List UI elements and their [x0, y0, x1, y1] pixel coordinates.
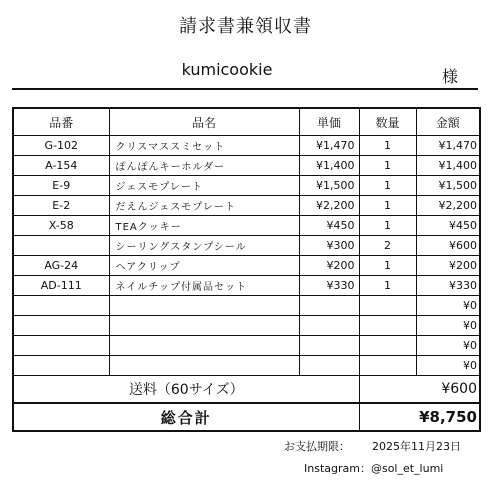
item-qty: 1 [359, 136, 416, 156]
item-qty: 1 [359, 276, 416, 296]
item-name: シーリングスタンプシール [109, 236, 299, 256]
item-qty: 1 [359, 156, 416, 176]
item-name: ジェスモプレート [109, 176, 299, 196]
item-price [299, 336, 359, 356]
table-row [13, 296, 480, 316]
item-name [109, 356, 299, 376]
table-row [13, 216, 480, 236]
honorific: 様 [441, 67, 458, 86]
total-label: 総合計 [13, 403, 359, 431]
item-qty: 1 [359, 216, 416, 236]
invoice-table [12, 107, 481, 432]
shipping-row [13, 376, 480, 404]
item-amount: ¥0 [416, 336, 480, 356]
item-name: TEAクッキー [109, 216, 299, 236]
item-code: E-9 [13, 176, 109, 196]
item-name: ぽんぽんキーホルダー [109, 156, 299, 176]
table-row [13, 356, 480, 376]
item-code: AG-24 [13, 256, 109, 276]
table-row [13, 276, 480, 296]
item-amount: ¥450 [416, 216, 480, 236]
item-amount: ¥2,200 [416, 196, 480, 216]
shipping-amount: ¥600 [359, 376, 480, 404]
item-qty: 1 [359, 196, 416, 216]
item-amount: ¥0 [416, 296, 480, 316]
item-code [13, 356, 109, 376]
item-amount: ¥600 [416, 236, 480, 256]
customer-line [12, 58, 478, 90]
deadline-date: 2025年11月23日 [372, 440, 461, 453]
item-name: ヘアクリップ [109, 256, 299, 276]
header-price: 単価 [299, 108, 359, 136]
item-price [299, 356, 359, 376]
item-name: だえんジェスモプレート [109, 196, 299, 216]
item-name [109, 336, 299, 356]
header-amount: 金額 [416, 108, 480, 136]
item-code [13, 236, 109, 256]
table-row [13, 176, 480, 196]
total-row [13, 403, 480, 431]
item-code: G-102 [13, 136, 109, 156]
item-qty [359, 356, 416, 376]
item-code: X-58 [13, 216, 109, 236]
item-code: E-2 [13, 196, 109, 216]
deadline-label: お支払期限： [284, 440, 350, 453]
header-code: 品番 [13, 108, 109, 136]
header-qty: 数量 [359, 108, 416, 136]
item-code [13, 316, 109, 336]
item-price: ¥1,400 [299, 156, 359, 176]
item-price: ¥1,500 [299, 176, 359, 196]
item-price: ¥200 [299, 256, 359, 276]
item-amount: ¥1,470 [416, 136, 480, 156]
item-qty [359, 316, 416, 336]
table-row [13, 316, 480, 336]
table-row [13, 236, 480, 256]
item-qty [359, 296, 416, 316]
item-code [13, 336, 109, 356]
item-price: ¥330 [299, 276, 359, 296]
item-qty: 1 [359, 256, 416, 276]
item-name: ネイルチップ付属品セット [109, 276, 299, 296]
item-qty: 1 [359, 176, 416, 196]
item-price: ¥300 [299, 236, 359, 256]
item-price: ¥2,200 [299, 196, 359, 216]
document-title: 請求書兼領収書 [179, 16, 312, 37]
customer-name: kumicookie [181, 60, 273, 79]
shipping-label: 送料（60サイズ） [13, 376, 359, 404]
item-name: クリスマススミセット [109, 136, 299, 156]
table-header-row [13, 108, 480, 136]
item-price: ¥1,470 [299, 136, 359, 156]
item-amount: ¥330 [416, 276, 480, 296]
header-name: 品名 [109, 108, 299, 136]
table-row [13, 196, 480, 216]
item-name [109, 316, 299, 336]
total-amount: ¥8,750 [359, 403, 480, 431]
item-price [299, 296, 359, 316]
item-qty [359, 336, 416, 356]
item-price [299, 316, 359, 336]
payment-deadline [284, 438, 461, 454]
table-row [13, 156, 480, 176]
table-row [13, 336, 480, 356]
item-price: ¥450 [299, 216, 359, 236]
item-code: AD-111 [13, 276, 109, 296]
item-amount: ¥1,500 [416, 176, 480, 196]
table-row [13, 256, 480, 276]
table-row [13, 136, 480, 156]
item-code: A-154 [13, 156, 109, 176]
item-amount: ¥200 [416, 256, 480, 276]
item-amount: ¥0 [416, 316, 480, 336]
item-name [109, 296, 299, 316]
instagram-handle: Instagram：@sol_et_lumi [304, 462, 444, 475]
item-qty: 2 [359, 236, 416, 256]
item-code [13, 296, 109, 316]
item-amount: ¥1,400 [416, 156, 480, 176]
item-amount: ¥0 [416, 356, 480, 376]
